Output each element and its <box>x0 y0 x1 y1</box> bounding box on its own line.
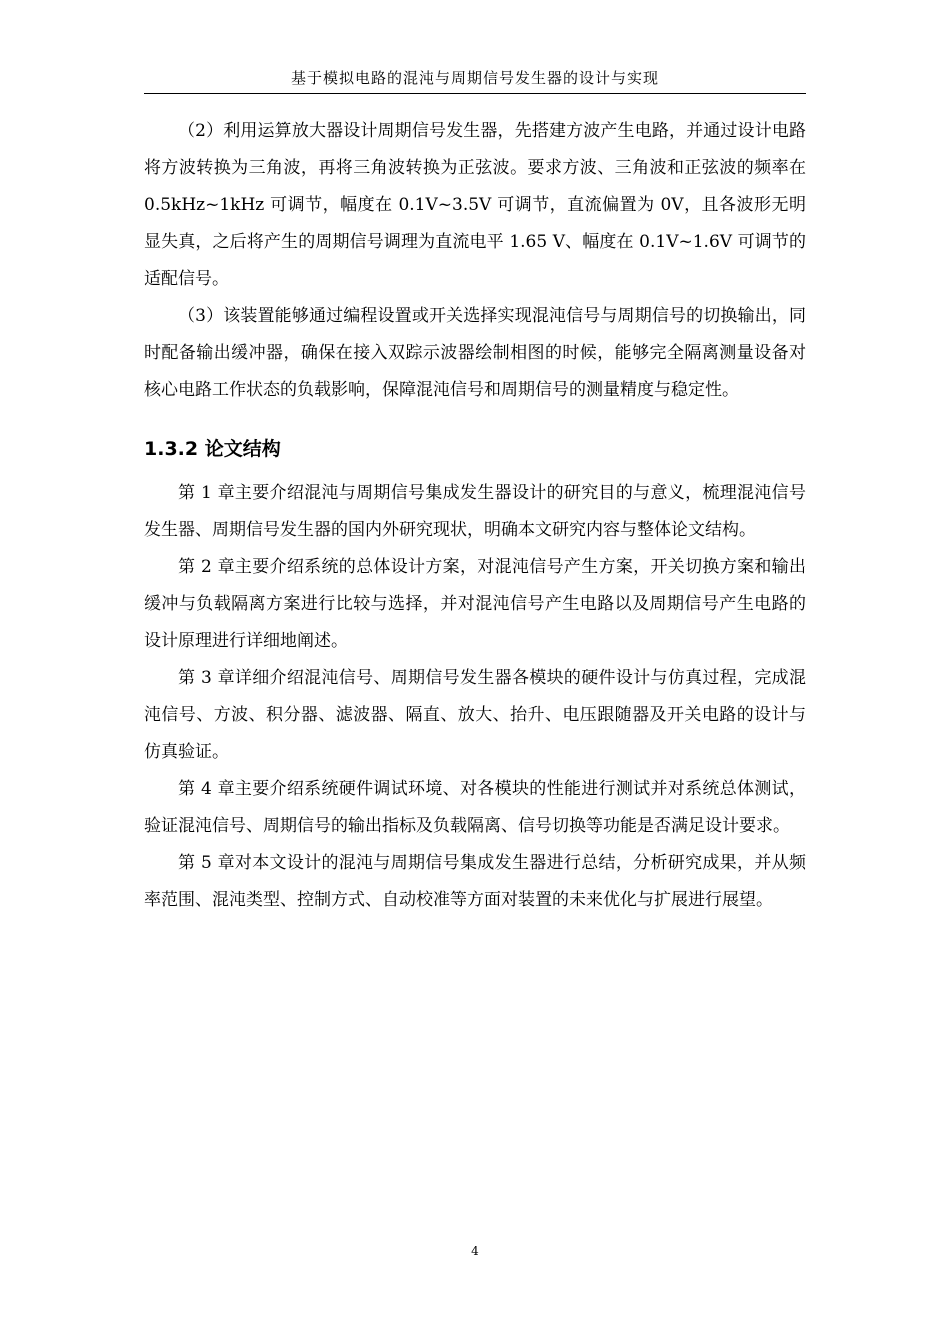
section-heading: 1.3.2 论文结构 <box>144 438 281 460</box>
running-header: 基于模拟电路的混沌与周期信号发生器的设计与实现 <box>290 69 659 87</box>
page-body <box>144 113 806 919</box>
page-number: 4 <box>471 1244 479 1258</box>
paragraph-chapter-2: 第 2 章主要介绍系统的总体设计方案，对混沌信号产生方案，开关切换方案和输出缓冲与负载隔离方案进行比较与选择，并对混沌信号产生电路以及周期信号产生电路的设计原理进行详细地阐述。 <box>144 557 806 651</box>
paragraph-chapter-4: 第 4 章主要介绍系统硬件调试环境、对各模块的性能进行测试并对系统总体测试，验证混沌信号、周期信号的输出指标及负载隔离、信号切换等功能是否满足设计要求。 <box>144 779 806 836</box>
paragraph-chapter-1: 第 1 章主要介绍混沌与周期信号集成发生器设计的研究目的与意义，梳理混沌信号发生器、周期信号发生器的国内外研究现状，明确本文研究内容与整体论文结构。 <box>144 483 806 540</box>
paragraph-chapter-5: 第 5 章对本文设计的混沌与周期信号集成发生器进行总结，分析研究成果，并从频率范围、混沌类型、控制方式、自动校准等方面对装置的未来优化与扩展进行展望。 <box>144 853 806 910</box>
paragraph-chapter-3: 第 3 章详细介绍混沌信号、周期信号发生器各模块的硬件设计与仿真过程，完成混沌信号、方波、积分器、滤波器、隔直、放大、抬升、电压跟随器及开关电路的设计与仿真验证。 <box>144 668 806 762</box>
paragraph-requirement-3: （3）该装置能够通过编程设置或开关选择实现混沌信号与周期信号的切换输出，同时配备输出缓冲器，确保在接入双踪示波器绘制相图的时候，能够完全隔离测量设备对核心电路工作状态的负载影响，保障混沌信号和周期信号的测量精度与稳定性。 <box>144 306 806 400</box>
header-rule <box>144 93 806 94</box>
paragraph-requirement-2: （2）利用运算放大器设计周期信号发生器，先搭建方波产生电路，并通过设计电路将方波转换为三角波，再将三角波转换为正弦波。要求方波、三角波和正弦波的频率在 0.5kHz~1kHz 可调节，幅度在 0.1V~3.5V 可调节，直流偏置为 0V，且各波形无明显失真，之后将产生的周期信号调理为直流电平 1.65 V、幅度在 0.1V~1.6V 可调节的适配信号。 <box>144 121 806 289</box>
